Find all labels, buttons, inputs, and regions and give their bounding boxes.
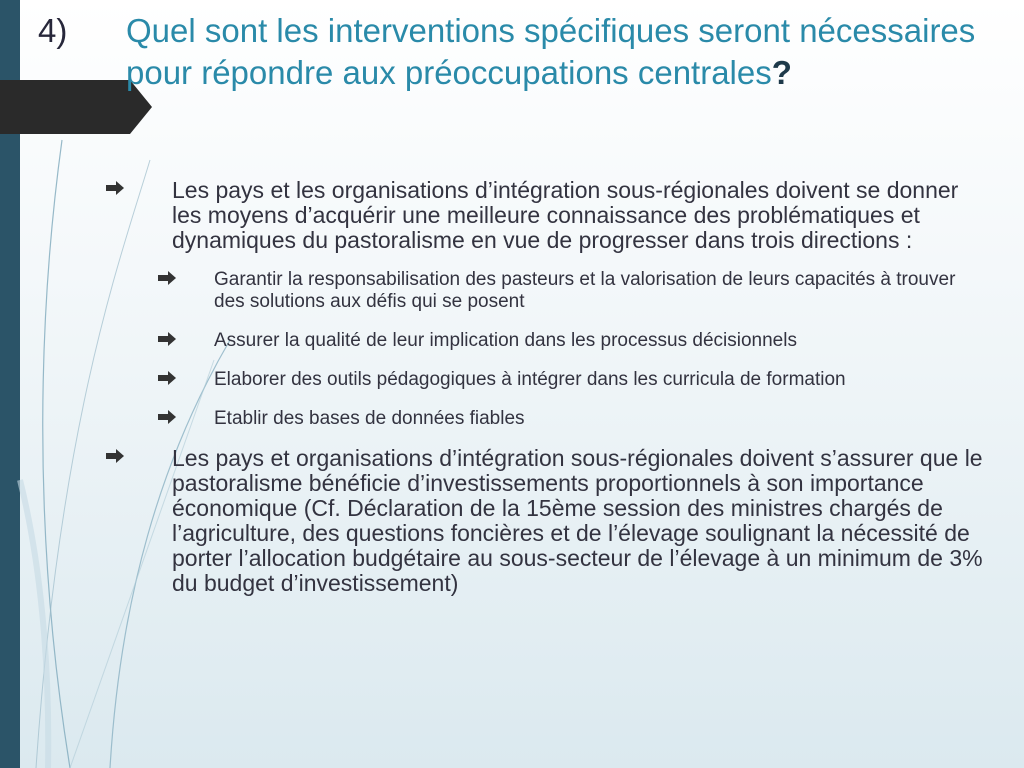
- sub-bullet-text: Assurer la qualité de leur implication dans les processus décisionnels: [214, 330, 797, 351]
- bullet-item: [106, 446, 986, 596]
- sub-bullet-item: [106, 330, 986, 352]
- sub-bullet-item: [106, 408, 986, 430]
- sub-bullet-text: Elaborer des outils pédagogiques à intégrer dans les curricula de formation: [214, 369, 846, 390]
- sub-bullet-text: Etablir des bases de données fiables: [214, 408, 525, 429]
- slide-title-text: Quel sont les interventions spécifiques seront nécessaires pour répondre aux préoccupations centrales: [126, 12, 976, 91]
- sub-bullet-text: Garantir la responsabilisation des pasteurs et la valorisation de leurs capacités à trouver des solutions aux défis qui se posent: [214, 269, 956, 312]
- arrow-right-icon: [158, 371, 176, 385]
- slide-title-question-mark: ?: [771, 54, 792, 91]
- bullet-item: [106, 178, 986, 253]
- bullet-text: Les pays et organisations d’intégration sous-régionales doivent s’assurer que le pastoralisme bénéficie d’investissements proportionnels à son importance économique (Cf. Déclaration de la 15ème session des ministres chargés de l’agriculture, des questions foncières et de l’élevage soulignant la nécessité de porter l’allocation budgétaire au sous-secteur de l’élevage à un minimum de 3% du budget d’investissement): [172, 445, 983, 596]
- sub-bullet-item: [106, 269, 986, 313]
- slide-number: 4): [38, 12, 68, 49]
- arrow-right-icon: [158, 410, 176, 424]
- slide-body: [106, 178, 986, 612]
- arrow-right-icon: [158, 332, 176, 346]
- slide-title: [126, 10, 986, 94]
- bullet-text: Les pays et les organisations d’intégration sous-régionales doivent se donner les moyens d’acquérir une meilleure connaissance des problématiques et dynamiques du pastoralisme en vue de progresser dans trois directions :: [172, 177, 959, 253]
- arrow-right-icon: [106, 449, 124, 463]
- sub-bullet-item: [106, 369, 986, 391]
- arrow-right-icon: [106, 181, 124, 195]
- arrow-right-icon: [158, 271, 176, 285]
